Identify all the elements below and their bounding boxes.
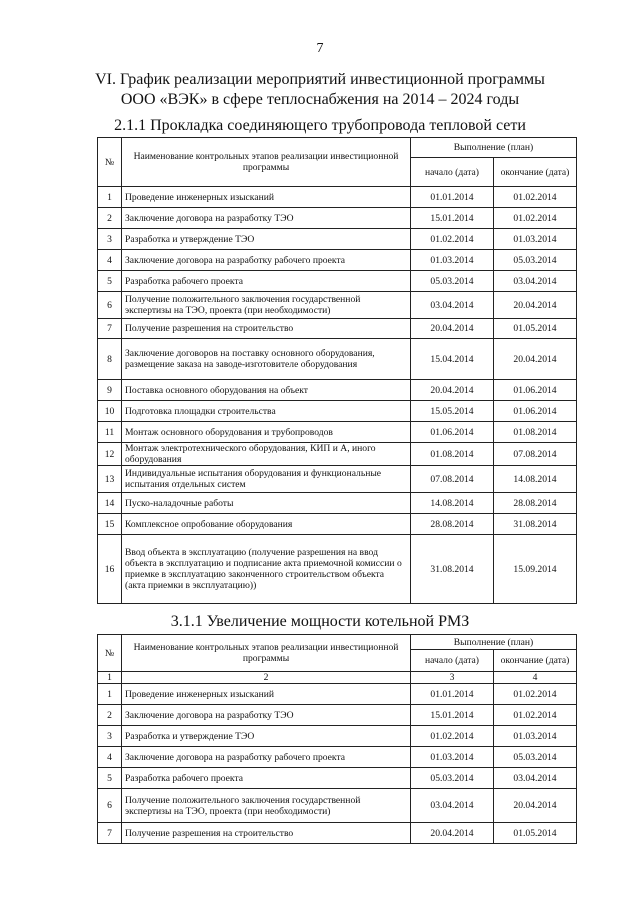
table-row: [98, 466, 577, 493]
end-date: 15.09.2014: [494, 535, 577, 604]
table-row: [98, 422, 577, 443]
start-date: 01.02.2014: [411, 726, 494, 747]
row-number: 12: [98, 443, 122, 466]
start-date: 15.01.2014: [411, 705, 494, 726]
stage-name: Получение положительного заключения государственной экспертизы на ТЭО, проекта (при необходимости): [122, 789, 411, 823]
start-date: 28.08.2014: [411, 514, 494, 535]
table-row: [98, 705, 577, 726]
row-number: 7: [98, 319, 122, 339]
row-number: 1: [98, 187, 122, 208]
row-number: 16: [98, 535, 122, 604]
column-number: 3: [411, 672, 494, 684]
stage-name: Заключение договора на разработку рабочего проекта: [122, 250, 411, 271]
row-number: 14: [98, 493, 122, 514]
table-row: [98, 187, 577, 208]
row-number: 2: [98, 208, 122, 229]
start-date: 20.04.2014: [411, 380, 494, 401]
end-date: 01.02.2014: [494, 187, 577, 208]
table-row: [98, 250, 577, 271]
end-date: 01.08.2014: [494, 422, 577, 443]
stage-name: Получение разрешения на строительство: [122, 823, 411, 844]
end-date: 01.06.2014: [494, 401, 577, 422]
stage-name: Комплексное опробование оборудования: [122, 514, 411, 535]
stage-name: Разработка рабочего проекта: [122, 271, 411, 292]
start-date: 05.03.2014: [411, 271, 494, 292]
start-date: 01.02.2014: [411, 229, 494, 250]
end-date: 31.08.2014: [494, 514, 577, 535]
start-date: 03.04.2014: [411, 789, 494, 823]
start-date: 07.08.2014: [411, 466, 494, 493]
section-1-title: 2.1.1 Прокладка соединяющего трубопровода тепловой сети: [114, 117, 526, 134]
table-row: [98, 401, 577, 422]
start-date: 01.03.2014: [411, 747, 494, 768]
start-date: 15.04.2014: [411, 339, 494, 380]
column-number: 4: [494, 672, 577, 684]
end-date: 03.04.2014: [494, 271, 577, 292]
table-row: [98, 514, 577, 535]
start-date: 15.01.2014: [411, 208, 494, 229]
end-date: 01.05.2014: [494, 319, 577, 339]
header-execution: Выполнение (план): [411, 138, 577, 158]
table-row: [98, 319, 577, 339]
table-row: [98, 747, 577, 768]
stage-name: Разработка и утверждение ТЭО: [122, 726, 411, 747]
row-number: 2: [98, 705, 122, 726]
row-number: 4: [98, 747, 122, 768]
end-date: 03.04.2014: [494, 768, 577, 789]
start-date: 20.04.2014: [411, 319, 494, 339]
section-2-title: 3.1.1 Увеличение мощности котельной РМЗ: [170, 613, 470, 630]
stage-name: Получение разрешения на строительство: [122, 319, 411, 339]
header-num: №: [98, 138, 122, 187]
table-row: [98, 339, 577, 380]
table-row: [98, 768, 577, 789]
table-row: [98, 292, 577, 319]
stage-name: Монтаж электротехнического оборудования, КИП и А, иного оборудования: [122, 443, 411, 466]
page-number: 7: [316, 41, 324, 56]
row-number: 4: [98, 250, 122, 271]
header-row: [98, 635, 577, 650]
header-start: начало (дата): [411, 158, 494, 187]
row-number: 5: [98, 768, 122, 789]
table-row: [98, 271, 577, 292]
end-date: 20.04.2014: [494, 292, 577, 319]
header-stage-name: Наименование контрольных этапов реализации инвестиционной программы: [122, 138, 411, 187]
table-row: [98, 443, 577, 466]
end-date: 01.05.2014: [494, 823, 577, 844]
column-number: 2: [122, 672, 411, 684]
row-number: 5: [98, 271, 122, 292]
start-date: 01.08.2014: [411, 443, 494, 466]
end-date: 20.04.2014: [494, 339, 577, 380]
end-date: 01.02.2014: [494, 208, 577, 229]
table-row: [98, 535, 577, 604]
end-date: 01.06.2014: [494, 380, 577, 401]
table-row: [98, 229, 577, 250]
page-title: [40, 70, 600, 110]
schedule-table-2: [97, 634, 577, 844]
start-date: 01.01.2014: [411, 684, 494, 705]
table-row: [98, 789, 577, 823]
end-date: 01.03.2014: [494, 229, 577, 250]
start-date: 05.03.2014: [411, 768, 494, 789]
column-number: 1: [98, 672, 122, 684]
end-date: 05.03.2014: [494, 250, 577, 271]
start-date: 03.04.2014: [411, 292, 494, 319]
header-end: окончание (дата): [494, 650, 577, 672]
row-number: 15: [98, 514, 122, 535]
table-row: [98, 823, 577, 844]
start-date: 01.01.2014: [411, 187, 494, 208]
title-line-2: ООО «ВЭК» в сфере теплоснабжения на 2014 – 2024 годы: [120, 91, 520, 108]
stage-name: Заключение договора на разработку рабочего проекта: [122, 747, 411, 768]
header-start: начало (дата): [411, 650, 494, 672]
stage-name: Монтаж основного оборудования и трубопроводов: [122, 422, 411, 443]
stage-name: Получение положительного заключения государственной экспертизы на ТЭО, проекта (при необходимости): [122, 292, 411, 319]
schedule-table-1: [97, 137, 577, 604]
row-number: 3: [98, 726, 122, 747]
stage-name: Разработка и утверждение ТЭО: [122, 229, 411, 250]
row-number: 10: [98, 401, 122, 422]
stage-name: Проведение инженерных изысканий: [122, 187, 411, 208]
table-row: [98, 208, 577, 229]
start-date: 01.06.2014: [411, 422, 494, 443]
header-end: окончание (дата): [494, 158, 577, 187]
row-number: 6: [98, 789, 122, 823]
end-date: 01.03.2014: [494, 726, 577, 747]
title-line-1: VI. График реализации мероприятий инвестиционной программы: [95, 71, 545, 88]
start-date: 31.08.2014: [411, 535, 494, 604]
end-date: 07.08.2014: [494, 443, 577, 466]
header-num: №: [98, 635, 122, 672]
row-number: 1: [98, 684, 122, 705]
stage-name: Пуско-наладочные работы: [122, 493, 411, 514]
stage-name: Подготовка площадки строительства: [122, 401, 411, 422]
stage-name: Проведение инженерных изысканий: [122, 684, 411, 705]
stage-name: Заключение договоров на поставку основного оборудования, размещение заказа на заводе-изготовителе оборудования: [122, 339, 411, 380]
header-execution: Выполнение (план): [411, 635, 577, 650]
end-date: 20.04.2014: [494, 789, 577, 823]
end-date: 28.08.2014: [494, 493, 577, 514]
column-number-row: [98, 672, 577, 684]
row-number: 7: [98, 823, 122, 844]
row-number: 11: [98, 422, 122, 443]
start-date: 01.03.2014: [411, 250, 494, 271]
header-stage-name: Наименование контрольных этапов реализации инвестиционной программы: [122, 635, 411, 672]
end-date: 14.08.2014: [494, 466, 577, 493]
stage-name: Заключение договора на разработку ТЭО: [122, 705, 411, 726]
row-number: 3: [98, 229, 122, 250]
stage-name: Заключение договора на разработку ТЭО: [122, 208, 411, 229]
end-date: 05.03.2014: [494, 747, 577, 768]
table-row: [98, 380, 577, 401]
row-number: 13: [98, 466, 122, 493]
table-row: [98, 684, 577, 705]
header-row: [98, 138, 577, 158]
stage-name: Разработка рабочего проекта: [122, 768, 411, 789]
start-date: 20.04.2014: [411, 823, 494, 844]
row-number: 8: [98, 339, 122, 380]
stage-name: Поставка основного оборудования на объект: [122, 380, 411, 401]
table-row: [98, 493, 577, 514]
stage-name: Индивидуальные испытания оборудования и функциональные испытания отдельных систем: [122, 466, 411, 493]
end-date: 01.02.2014: [494, 684, 577, 705]
start-date: 15.05.2014: [411, 401, 494, 422]
row-number: 6: [98, 292, 122, 319]
table-row: [98, 726, 577, 747]
end-date: 01.02.2014: [494, 705, 577, 726]
row-number: 9: [98, 380, 122, 401]
stage-name: Ввод объекта в эксплуатацию (получение разрешения на ввод объекта в эксплуатацию и подписание акта приемочной комиссии о приемке в эксплуатацию законченного строительством объекта (акта приемки в эксплуатацию)): [122, 535, 411, 604]
start-date: 14.08.2014: [411, 493, 494, 514]
